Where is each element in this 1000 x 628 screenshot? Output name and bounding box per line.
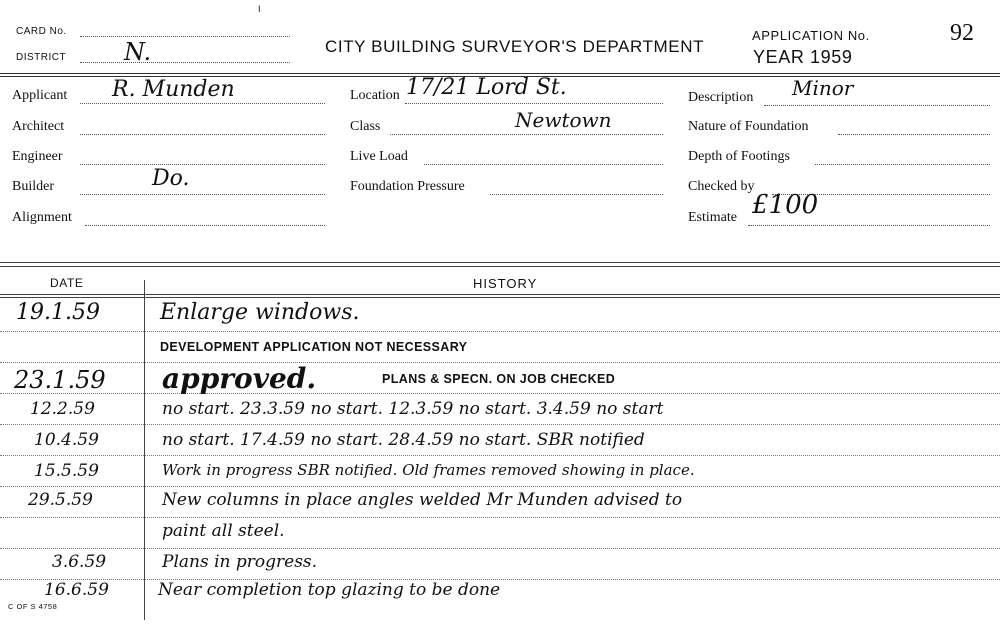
- location-label: Location: [350, 88, 400, 103]
- district-value: N.: [124, 38, 152, 66]
- history-entry: no start. 17.4.59 no start. 28.4.59 no start. SBR notified: [162, 430, 645, 450]
- class-label: Class: [350, 119, 381, 134]
- ruled-line: [0, 362, 1000, 363]
- alignment-line: [85, 225, 325, 226]
- ruled-line: [0, 424, 1000, 425]
- history-entry-typed: PLANS & SPECN. ON JOB CHECKED: [382, 372, 616, 386]
- class-line: [390, 134, 663, 135]
- builder-line: [80, 194, 325, 195]
- history-date: 12.2.59: [30, 399, 95, 419]
- district-line: [80, 62, 290, 63]
- card-no-label: CARD No.: [16, 26, 67, 37]
- estimate-line: [748, 225, 990, 226]
- builder-label: Builder: [12, 179, 54, 194]
- nature-of-foundation-line: [838, 134, 990, 135]
- estimate-label: Estimate: [688, 210, 737, 225]
- ruled-line: [0, 331, 1000, 332]
- district-label: DISTRICT: [16, 52, 67, 63]
- nature-of-foundation-label: Nature of Foundation: [688, 119, 809, 134]
- history-date: 19.1.59: [16, 300, 100, 325]
- ruled-line: [0, 548, 1000, 549]
- ruled-line: [0, 486, 1000, 487]
- foundation-pressure-label: Foundation Pressure: [350, 179, 465, 194]
- history-column-header: HISTORY: [473, 276, 538, 291]
- history-entry: New columns in place angles welded Mr Munden advised to: [162, 490, 683, 510]
- history-top-rule: [0, 262, 1000, 263]
- applicant-label: Applicant: [12, 88, 68, 103]
- history-top-rule-2: [0, 266, 1000, 267]
- live-load-line: [424, 164, 663, 165]
- history-entry: no start. 23.3.59 no start. 12.3.59 no start. 3.4.59 no start: [162, 399, 664, 419]
- history-entry: Work in progress SBR notified. Old frames removed showing in place.: [162, 461, 695, 479]
- history-date: 23.1.59: [14, 366, 106, 394]
- application-number: 92: [950, 20, 974, 46]
- history-date: 16.6.59: [44, 580, 109, 600]
- location-line: [405, 103, 663, 104]
- application-label: APPLICATION No.: [752, 28, 870, 43]
- location-value-2: Newtown: [515, 108, 612, 132]
- history-entry: Plans in progress.: [162, 552, 318, 572]
- ruled-line: [0, 455, 1000, 456]
- corner-mark: I: [258, 4, 261, 14]
- history-entry: approved.: [162, 362, 317, 395]
- description-label: Description: [688, 90, 754, 105]
- ruled-line: [0, 517, 1000, 518]
- builder-value: Do.: [152, 166, 190, 191]
- architect-label: Architect: [12, 119, 65, 134]
- header-rule: [0, 73, 1000, 74]
- year-label: YEAR 1959: [753, 47, 853, 67]
- depth-of-footings-label: Depth of Footings: [688, 149, 790, 164]
- history-entry: Enlarge windows.: [160, 300, 360, 325]
- history-date: 3.6.59: [52, 552, 107, 572]
- location-value: 17/21 Lord St.: [406, 75, 567, 100]
- foundation-pressure-line: [490, 194, 663, 195]
- description-value: Minor: [792, 76, 854, 100]
- history-entry: Near completion top glazing to be done: [158, 580, 501, 600]
- checked-by-label: Checked by: [688, 179, 755, 194]
- form-code: C OF S 4758: [8, 602, 58, 611]
- ruled-line: [0, 393, 1000, 394]
- card-no-line: [80, 36, 290, 37]
- alignment-label: Alignment: [12, 210, 72, 225]
- engineer-line: [80, 164, 325, 165]
- department-title: CITY BUILDING SURVEYOR'S DEPARTMENT: [325, 37, 705, 56]
- live-load-label: Live Load: [350, 149, 408, 164]
- description-line: [764, 105, 990, 106]
- architect-line: [80, 134, 325, 135]
- history-date: 29.5.59: [28, 490, 93, 510]
- history-date: 10.4.59: [34, 430, 99, 450]
- history-header-rule: [0, 294, 1000, 295]
- history-date: 15.5.59: [34, 461, 99, 481]
- history-entry: paint all steel.: [162, 521, 285, 541]
- depth-of-footings-line: [815, 164, 990, 165]
- engineer-label: Engineer: [12, 149, 63, 164]
- history-entry-typed: DEVELOPMENT APPLICATION NOT NECESSARY: [160, 340, 468, 354]
- date-column-header: DATE: [50, 276, 84, 290]
- applicant-line: [80, 103, 325, 104]
- applicant-value: R. Munden: [112, 77, 235, 102]
- history-header-rule-2: [0, 297, 1000, 298]
- estimate-value: £100: [752, 190, 819, 220]
